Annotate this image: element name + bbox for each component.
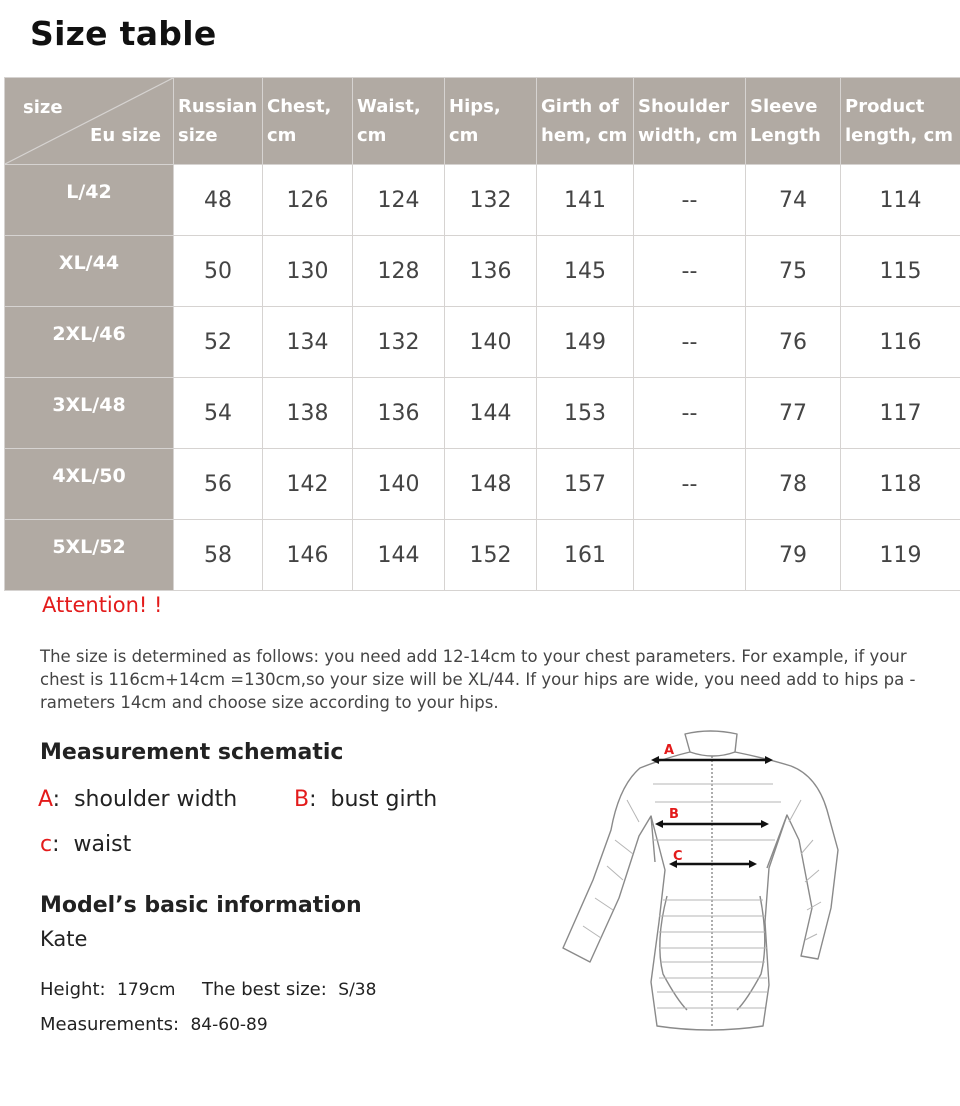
coat-schematic — [555, 730, 850, 1040]
table-cell: 124 — [353, 165, 445, 236]
table-cell: 58 — [174, 520, 263, 591]
table-cell: 146 — [263, 520, 353, 591]
eu-size-cell: XL/44 — [5, 236, 174, 307]
legend-label: bust girth — [330, 787, 438, 812]
size-table — [4, 77, 960, 591]
eu-size-cell: 5XL/52 — [5, 520, 174, 591]
legend-label: shoulder width — [74, 787, 238, 812]
table-cell — [634, 520, 746, 591]
table-cell: 136 — [353, 378, 445, 449]
column-header: Shoulder width, cm — [634, 78, 746, 165]
eu-size-cell: 3XL/48 — [5, 378, 174, 449]
table-row — [5, 307, 960, 378]
table-cell: -- — [634, 236, 746, 307]
collar-line — [690, 752, 735, 756]
table-cell: 117 — [841, 378, 960, 449]
legend-item-waist: c: waist — [40, 832, 132, 857]
eu-size-cell: 2XL/46 — [5, 307, 174, 378]
table-cell: 50 — [174, 236, 263, 307]
table-cell: 79 — [746, 520, 841, 591]
page-title: Size table — [30, 14, 217, 53]
column-header: Sleeve Length — [746, 78, 841, 165]
coat-outline — [563, 731, 838, 1030]
table-cell: 140 — [353, 449, 445, 520]
table-cell: 77 — [746, 378, 841, 449]
table-cell: -- — [634, 165, 746, 236]
eu-size-cell: 4XL/50 — [5, 449, 174, 520]
table-cell: 144 — [353, 520, 445, 591]
table-cell: 145 — [537, 236, 634, 307]
column-header: Chest, cm — [263, 78, 353, 165]
column-header: Girth of hem, cm — [537, 78, 634, 165]
table-cell: 132 — [353, 307, 445, 378]
table-cell: -- — [634, 449, 746, 520]
legend-key: c — [40, 832, 53, 857]
table-cell: -- — [634, 307, 746, 378]
table-header-row — [5, 78, 960, 165]
table-cell: 54 — [174, 378, 263, 449]
measurement-schematic-heading: Measurement schematic — [40, 740, 344, 765]
model-height: Height: 179cm — [40, 979, 176, 1000]
table-cell: 74 — [746, 165, 841, 236]
table-cell: 78 — [746, 449, 841, 520]
table-cell: 128 — [353, 236, 445, 307]
corner-size-label: size — [23, 97, 63, 118]
table-cell: 76 — [746, 307, 841, 378]
table-cell: 126 — [263, 165, 353, 236]
table-cell: 130 — [263, 236, 353, 307]
table-cell: 116 — [841, 307, 960, 378]
eu-size-cell: L/42 — [5, 165, 174, 236]
marker-b: B — [669, 807, 679, 822]
table-cell: 148 — [445, 449, 537, 520]
table-cell: 161 — [537, 520, 634, 591]
table-cell: 134 — [263, 307, 353, 378]
table-cell: 115 — [841, 236, 960, 307]
corner-eu-size-label: Eu size — [90, 125, 161, 146]
attention-heading: Attention! ! — [42, 593, 163, 617]
table-cell: 140 — [445, 307, 537, 378]
column-header: Russian size — [174, 78, 263, 165]
column-header: Hips, cm — [445, 78, 537, 165]
column-header: Waist, cm — [353, 78, 445, 165]
table-cell: 132 — [445, 165, 537, 236]
legend-item-shoulder-width: A: shoulder width — [38, 787, 238, 812]
table-cell: 118 — [841, 449, 960, 520]
table-row — [5, 165, 960, 236]
size-note: The size is determined as follows: you need add 12-14cm to your chest parameters. For example, if your chest is 116cm+14cm =130cm,so your size will be XL/44. If your hips are wide, you need add to hips pa -rameters 14cm and choose size according to your hips. — [40, 647, 916, 712]
table-cell: 157 — [537, 449, 634, 520]
table-cell: 119 — [841, 520, 960, 591]
corner-header-cell — [5, 78, 174, 165]
table-cell: 75 — [746, 236, 841, 307]
table-cell: 152 — [445, 520, 537, 591]
model-name: Kate — [40, 927, 88, 951]
table-row — [5, 449, 960, 520]
legend-item-bust-girth: B: bust girth — [294, 787, 438, 812]
model-best-size: The best size: S/38 — [202, 979, 377, 1000]
table-cell: 114 — [841, 165, 960, 236]
model-info-heading: Model’s basic information — [40, 893, 362, 918]
legend-key: A — [38, 787, 53, 812]
table-cell: 144 — [445, 378, 537, 449]
table-cell: 142 — [263, 449, 353, 520]
table-row — [5, 520, 960, 591]
table-cell: 138 — [263, 378, 353, 449]
table-row — [5, 236, 960, 307]
table-cell: -- — [634, 378, 746, 449]
model-measurements: Measurements: 84-60-89 — [40, 1014, 268, 1035]
table-cell: 48 — [174, 165, 263, 236]
table-cell: 149 — [537, 307, 634, 378]
table-cell: 141 — [537, 165, 634, 236]
table-row — [5, 378, 960, 449]
marker-c: C — [673, 849, 683, 864]
column-header: Product length, cm — [841, 78, 960, 165]
marker-a: A — [664, 743, 675, 758]
legend-label: waist — [73, 832, 132, 857]
table-cell: 136 — [445, 236, 537, 307]
table-cell: 52 — [174, 307, 263, 378]
table-cell: 56 — [174, 449, 263, 520]
table-cell: 153 — [537, 378, 634, 449]
legend-key: B — [294, 787, 310, 812]
